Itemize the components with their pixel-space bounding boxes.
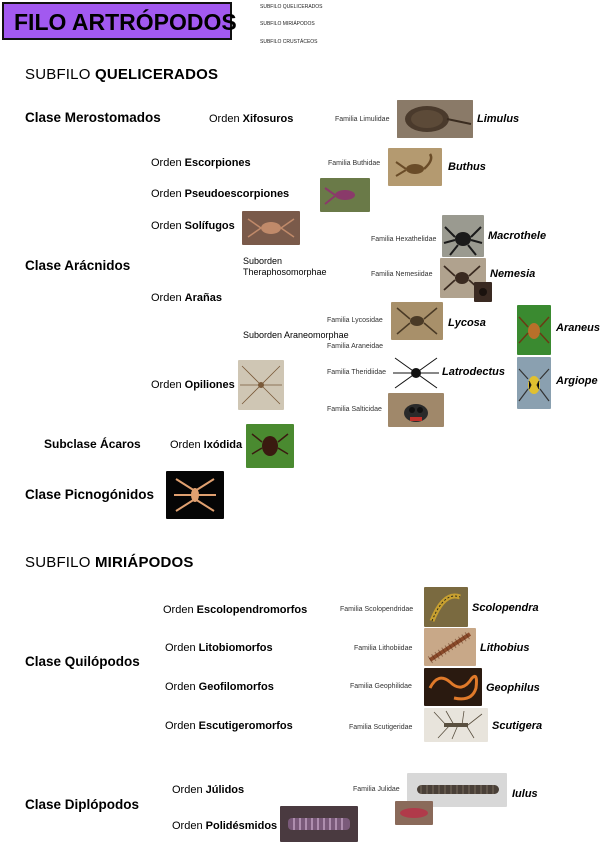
- familia-geophilidae: Familia Geophilidae: [350, 683, 412, 690]
- orb-weaver-photo: [517, 305, 551, 355]
- subfilo-name: QUELICERADOS: [94, 66, 219, 83]
- subfilo-name: MIRIÁPODOS: [94, 554, 194, 571]
- orden-escolopendromorfos: Orden Escolopendromorfos: [163, 604, 308, 616]
- orden-escutigeromorfos: Orden Escutigeromorfos: [165, 720, 293, 732]
- familia-lycosidae: Familia Lycosidae: [327, 317, 383, 324]
- familia-julidae: Familia Julidae: [353, 786, 400, 793]
- orden-solifugos: Orden Solífugos: [151, 220, 235, 232]
- orden-pseudoescorpiones: Orden Pseudoescorpiones: [151, 188, 290, 200]
- trapdoor-spider-inset-photo: [474, 282, 492, 302]
- nav-link-miriapodos[interactable]: SUBFILO MIRIÁPODOS: [260, 21, 315, 27]
- familia-lithobiidae: Familia Lithobiidae: [354, 645, 413, 652]
- familia-scolopendridae: Familia Scolopendridae: [340, 606, 414, 613]
- subfilo-quelicerados-heading: [25, 66, 218, 83]
- orden-escorpiones: Orden Escorpiones: [151, 157, 251, 169]
- orden-opiliones: Orden Opiliones: [151, 379, 235, 391]
- tarantula-photo: [442, 215, 484, 257]
- horseshoe-crab-photo: [397, 100, 473, 138]
- genero-iulus: Iulus: [512, 788, 538, 800]
- solifuge-photo: [242, 211, 300, 245]
- subfilo-prefix: SUBFILO: [25, 66, 95, 83]
- familia-nemesiidae: Familia Nemesiidae: [371, 271, 433, 278]
- genero-nemesia: Nemesia: [490, 268, 536, 280]
- familia-limulidae: Familia Limulidae: [335, 116, 390, 123]
- subfilo-miriapodos-heading: [25, 554, 194, 571]
- genero-lithobius: Lithobius: [480, 642, 530, 654]
- lithobius-photo: [424, 628, 476, 666]
- orden-xifosuros: Orden Xifosuros: [209, 113, 294, 125]
- genero-araneus: Araneus: [556, 322, 600, 334]
- orden-geofilomorfos: Orden Geofilomorfos: [165, 681, 274, 693]
- orden-aranas: Orden Arañas: [151, 292, 222, 304]
- familia-theridiidae: Familia Theridiidae: [327, 369, 387, 376]
- scutigera-photo: [424, 708, 488, 742]
- scorpion-photo: [388, 148, 442, 186]
- orden-julidos: Orden Júlidos: [172, 784, 245, 796]
- genero-macrothele: Macrothele: [488, 230, 547, 242]
- familia-araneidae: Familia Araneidae: [327, 343, 384, 350]
- genero-geophilus: Geophilus: [486, 682, 540, 694]
- millipede-inset-photo: [395, 801, 433, 825]
- black-widow-photo: [391, 354, 441, 392]
- argiope-photo: [517, 357, 551, 409]
- tick-photo: [246, 424, 294, 468]
- suborden-araneomorphae: Suborden Araneomorphae: [243, 330, 349, 340]
- subfilo-prefix: SUBFILO: [25, 554, 95, 571]
- jumping-spider-photo: [388, 393, 444, 427]
- nav-link-quelicerados[interactable]: SUBFILO QUELICERADOS: [260, 4, 323, 10]
- clase-quilopodos: Clase Quilópodos: [25, 654, 140, 669]
- suborden-theraphosomorphae: Suborden Theraphosomorphae: [243, 256, 327, 277]
- nav-link-crustaceos[interactable]: SUBFILO CRUSTÁCEOS: [260, 39, 318, 45]
- genero-scolopendra: Scolopendra: [472, 602, 539, 614]
- genero-argiope: Argiope: [556, 375, 598, 387]
- genero-limulus: Limulus: [477, 113, 520, 125]
- page-title: FILO ARTRÓPODOS: [2, 2, 232, 40]
- scolopendra-photo: [424, 587, 468, 627]
- clase-picnogonidos: Clase Picnogónidos: [25, 487, 155, 502]
- clase-merostomados: Clase Merostomados: [25, 110, 161, 125]
- orden-litobiomorfos: Orden Litobiomorfos: [165, 642, 273, 654]
- orden-ixodida: Orden Ixódida: [170, 439, 243, 451]
- familia-salticidae: Familia Salticidae: [327, 406, 382, 413]
- subclase-acaros: Subclase Ácaros: [44, 437, 141, 451]
- clase-aracnidos: Clase Arácnidos: [25, 258, 131, 273]
- clase-diplopodos: Clase Diplópodos: [25, 797, 140, 812]
- familia-buthidae: Familia Buthidae: [328, 160, 381, 167]
- harvestman-photo: [238, 360, 284, 410]
- polydesmid-photo: [280, 806, 358, 842]
- genero-lycosa: Lycosa: [448, 317, 486, 329]
- geophilus-photo: [424, 668, 482, 706]
- wolf-spider-photo: [391, 302, 443, 340]
- genero-latrodectus: Latrodectus: [442, 366, 505, 378]
- familia-scutigeridae: Familia Scutigeridae: [349, 724, 413, 731]
- pseudoscorpion-photo: [320, 178, 370, 212]
- familia-hexathelidae: Familia Hexathelidae: [371, 236, 437, 243]
- sea-spider-photo: [166, 471, 224, 519]
- genero-scutigera: Scutigera: [492, 720, 543, 732]
- orden-polidesmidos: Orden Polidésmidos: [172, 820, 278, 832]
- genero-buthus: Buthus: [448, 161, 486, 173]
